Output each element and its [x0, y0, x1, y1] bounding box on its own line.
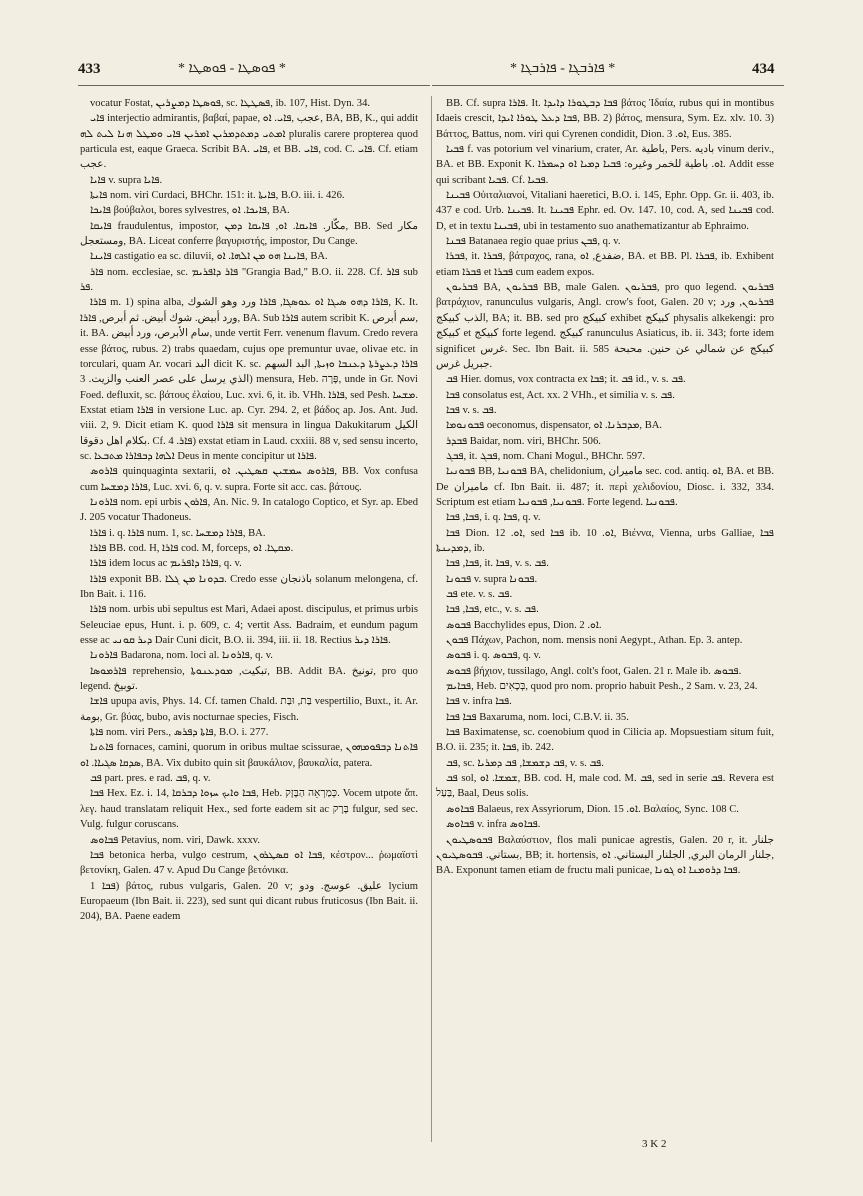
dictionary-entry: ܦܒܐܘܣ Balaeus, rex Assyriorum, Dion. ܐܘ. 15. Βαλαίος, Sync. 108 C. — [446, 803, 739, 815]
dictionary-entry: ܦܒܐ, ܦܒܐ, it. ܦܒܐ, v. s. ܦܒ. — [446, 558, 549, 570]
dictionary-entry: ܦܒܐܝܡ, Heb. בְּכָאִים, quod pro nom. proprio habuit Pesh., 2 Sam. v. 23, 24. — [446, 681, 758, 693]
dictionary-entry: ܦܒܓ, it. ܦܒܓ, nom. Chani Mogul., BHChr. 597. — [446, 450, 646, 462]
dictionary-entry: ܦܒܝܐ f. vas potorium vel vinarium, crater, Ar. باطية, Pers. بادیه vinum deriv., BA. et BB. Exponit K. ܐܘ. باطية للخمر وغيره: ܦܒܝܐ ܕܡܝܐ ܐܘ ܕܚܡܪܐ. Addit esse qui scribant ܦܒܝܐ. Cf. ܦܒܝܐ. — [436, 144, 774, 186]
dictionary-entry: ܦܐܪ nom. ecclesiae, sc. ܦܐܪ ܕܐܦܪܝܡ "Grangia Bad," B.O. ii. 228. Cf. ܦܐܪ sub ܦܪ. — [80, 266, 418, 294]
dictionary-entry: ܦܐܪܐ BB. cod. H, ܦܐܪܐ cod. M, forceps, ܡܩܛܐ. ܐܘ. — [90, 542, 294, 554]
dictionary-entry: ܦܒܝܢܐ Οὐιταλιανοί, Vitaliani haeretici, B.O. i. 145, Ephr. Opp. Gr. ii. 403, ib. 437 e cod. Urb. ܦܒܝܢܐ. It. ܦܒܝܢܐ Ephr. ed. Ov. 147. 10, cod. A, sed ܦܒܝܢܐ cod. D, et in textu ܦܒܝܢܐ, ubi in testamento suo anathematizantur ab Ephraimo. — [436, 190, 774, 232]
right-page-number: 434 — [752, 61, 775, 77]
left-running-head: * ܦܘܣܛܐ - ܦܘܣܛܐ * — [178, 61, 286, 76]
dictionary-entry: ܦܒܘܣ Bacchylides epus, Dion. ܐܘ. 2. — [446, 619, 602, 631]
column-divider — [431, 96, 432, 1142]
dictionary-entry: ܦܒܐܘܣ v. infra ܦܒܐܘܣ. — [446, 819, 541, 831]
dictionary-entry: ܦܐܪܡܘܣܐ reprehensio, تبكيت, ܡܘܕܥܢܘܬܐ, BB. Addit BA. تونيخ, pro quo legend. توبيخ. — [80, 665, 418, 693]
dictionary-entry: ܦܒܐ consolatus est, Act. xx. 2 VHh., et similia v. s. ܦܒ. — [446, 389, 675, 401]
dictionary-entry: ܦܒܪܐ, it. ܦܒܪܐ, βάτραχος, rana, ضفدع, ܐܘ, BA. et BB. Pl. ܦܒܪܐ, ib. Exhibent etiam ܦܒܪܐ et ܦܒܪܐ cum eadem expos. — [436, 251, 774, 278]
dictionary-entry: ܦܒ sol, ܫܡܫܐ. ܐܘ, BB. cod. H, male cod. M. ܦܒ, sed in serie ܦܒ. Revera est בַּעַל, Baal, Deus solis. — [436, 773, 774, 800]
dictionary-entry: ܦܒܘܣ i. q. ܦܒܘܣ, q. v. — [446, 650, 541, 662]
dictionary-entry: ܦܒܕܪ Baidar, nom. viri, BHChr. 506. — [446, 435, 601, 447]
dictionary-entry: ܦܒܐ v. infra ܦܒܐ. — [446, 696, 512, 708]
dictionary-entry: ܦܒ Hier. domus, vox contracta ex ܦܒܐ; it. ܦܒ id., v. s. ܦܒ. — [446, 374, 686, 386]
header-rule-left — [78, 85, 430, 86]
dictionary-entry: ܦܒܘܢ Πάχων, Pachon, nom. mensis noni Aegypt., Athan. Ep. 3. antep. — [446, 635, 743, 647]
dictionary-entry: ܦܒܐ v. s. ܦܒ. — [446, 404, 497, 416]
dictionary-entry: ܦܒܐ 1) βάτος, rubus vulgaris, Galen. 20 v; عليق. عوسج. ودو lycium Europaeum (Ibn Bait. ii. 223), sed sunt qui dicant rubus fruticosus (Ibn Bait. ii. 204), BA. Paene eadem — [80, 880, 418, 923]
dictionary-entry: ܦܒܐ ܦܒܐ Baxaruma, nom. loci, C.B.V. ii. 35. — [446, 711, 629, 723]
dictionary-entry: ܦܐܪܐ exponit BB. ܒܕܘܢܐ ܡܢ ܓܠܐ. Credo esse باذنجان solanum melongena, cf. Ibn Bait. i. 116. — [80, 573, 418, 600]
dictionary-entry: ܦܐܝ interjectio admirantis, βαβαί, papae, عجب ,ܦܐܝ. ܐܘ, BA, BB, K., qui addit ܐܡܬܝ ܕܡܬܕܡܪܝܢ ܐܡܪܝܢ ܦܐܝ ܘܡܛܠ ܗܢܐ ܠܝܬ ܠܗ pluralis carere propterea quod particula est, eaque Graeca. Scribit BA. ܦܐܝ, et BB. ܦܐܝ, cod. C. ܦܐܝ. Cf. etiam عجب. — [80, 113, 418, 171]
dictionary-entry: ܦܐܪܘܢܐ nom. epi urbis ܦܐܪܘܢ, An. Nic. 9. In catalogo Coptico, et Syr. ap. Ebed J. 205 vocatur Thadoneus. — [80, 496, 418, 524]
dictionary-entry: ܦܐܪܐ m. 1) spina alba, ܦܐܪܐ ܕܗܘ ܣܝܓܐ ܐܘ ܥܘܣܓܐ, ܦܐܪܐ ورد وهو الشوك, K. It. ورد أبيض. شوك أبيض. ثم أبرص, ܦܐܪܐ, BA. Sub ܦܐܪܐ autem scribit K. سم أبرص, it. BA. سام الأبرص، ورد أبيض, unde vertit Ferr. venenum flavum. Credo revera esse βάτος, rubus. 2) trabs quaedam, cujus ope premuntur uvae, olivae etc. in torculari, quam Ar. vocari البد dicit K. sc. ܦܐܪܐ ܕܥܨܪܬܐ ܕܥܢܒܐ ܘܙܝܬܐ, البد السهم الذي يرسل على عصر العنب والزيت. 3) mensura, Heb. פָּרָה, unde in Gr. Novi Foed. defluxit, sc. βάτους ἐλαίου, Luc. xvi. 6, it. ib. VHh. ܦܐܪܐ, sed Pesh. ܡܫܚܐ. Exstat etiam ܦܐܪܐ in versione Luc. ap. Cyr. 294. 2, et βάδος ap. Jos. Ant. Jud. viii. 2, 9. Dicit etiam K. quod ܦܐܪܐ sit mensura in lingua Dakukitarum الكيل بكلام اهل دقوقا. Cf. ܦܐܪ. 4) exstat etiam in Laud. cxxiii. 88 v, sed sensu incerto, sc. ܐܠܗܐ ܕܒܦܐܪܐ ܡܬܒܥܐ Deus in mente concipitur ut ܦܐܪܐ. — [80, 297, 418, 462]
left-column — [80, 96, 418, 1146]
dictionary-entry: ܦܒܐ betonica herba, vulgo cestrum, ܦܒܐ ܐܘ ܩܣܛܪܘܢ, κέστρον... ῥωμαϊστὶ βετονίκη, Galen. 47 v. Apud Du Cange βετόνικα. — [80, 849, 418, 877]
dictionary-entry: ܦܐܬܢܐ fornaces, camini, quorum in oribus multae scissurae, ܦܐܬܢܐ ܕܒܦܘܡܗܘܢ ܣܕܩܐ ܣܓܝܐܐ. ܐܘ, BA. Vix dubito quin sit βαυκάλιον, βαυκαλία, patera. — [80, 742, 418, 769]
right-column — [436, 96, 774, 1146]
dictionary-entry: ܦܒܐܘܣ Petavius, nom. viri, Dawk. xxxv. — [90, 834, 261, 846]
dictionary-entry: ܦܒܐ Hex. Ez. i. 14, ܦܒܐ ܘܐܝܟ ܚܙܘܐ ܕܒܪܩܐ, Heb. כְּמַרְאֵה הַבָּזָק. Vocem utpote ἅπ. λεγ. haud translatam reliquit Hex., sed forte eadem sit ac בָּרָק fulgur, sed sec. Vulg. fulgur coruscans. — [80, 788, 418, 831]
dictionary-entry: ܦܒܢܐ Batanaea regio quae prius ܦܒܢ, q. v. — [446, 236, 621, 248]
dictionary-entry: ܦܒܘܣ βήχιον, tussilago, Angl. colt's foot, Galen. 21 r. Male ib. ܦܒܘܣ. — [446, 665, 742, 677]
dictionary-entry: ܦܐܝܩܐ fraudulentus, impostor, مكّار. ܦܐܝܩܐ. ܐܘ, ܦܐܝܩܐ ܕܡܢ, BB. Sed مكار ومستعجل, BA. Liceat conferre βαγυριστής, impostor, Du Cange. — [80, 220, 418, 248]
dictionary-entry: ܦܒܘܢܘܡܐ oeconomus, dispensator, ܡܕܒܪܢܐ. ܐܘ, BA. — [446, 420, 663, 432]
dictionary-entry: ܦܒܐ Baximatense, sc. coenobium quod in Cilicia ap. Mopsuestiam situm fuit, B.O. ii. 235; it. ܦܒܐ, ib. 242. — [436, 727, 774, 754]
printer-signature: 3 K 2 — [642, 1138, 667, 1150]
dictionary-entry: ܦܐܪܐ i. q. ܦܐܪܐ num. 1, sc. ܦܐܪܐ ܕܡܫܚܐ, BA. — [90, 527, 266, 539]
dictionary-entry: ܦܐܪܐ idem locus ac ܦܐܪܐ ܕܐܦܪܝܡ, q. v. — [90, 558, 242, 570]
dictionary-entry: ܦܒܘܢܝܐ BB, ܦܒܘܢܝܐ BA, chelidonium, ماميران sec. cod. antiq. ܐܘ, BA. et BB. De ماميران cf. Ibn Bait. ii. 487; it. περὶ χελιδονίου, Diosc. i. 332, 334. Scriptum est etiam ܦܒܘܢܝܐ, ܦܒܘܢܝܐ. Forte legend. ܦܒܘܢܝܐ. — [436, 466, 774, 508]
dictionary-entry: ܦܐܫܐ upupa avis, Phys. 14. Cf. tamen Chald. בַּת, וּבַּת vespertilio, Buxt., it. Ar. بومة, Gr. βύας, bubo, avis nocturnae species, Fisch. — [80, 696, 418, 723]
dictionary-entry: ܦܒܪܝܘܢ BA, ܦܒܪܝܘܢ BB, male Galen. ܦܒܪܝܘܢ, pro quo legend. ܦܒܪܝܘܢ βατράχιον, ranunculus vulgaris, Angl. crow's foot, Galen. 20 v; ܦܒܪܝܘܢ, ورد الذب كبيكج, BA; it. BB. sed pro كبيكج exhibet كبيكج physalis alkekengi: pro كبيكج et كبيكج forte legend. كبيكج ranunculus Asiaticus, ib. ii. 343; forte idem significet غرس. Sec. Ibn Bait. ii. 585 كبيكج عن شمالي عن حنين. محبحة جبريل غرس. — [436, 282, 774, 370]
dictionary-entry: ܦܐܝܢܐ castigatio ea sc. diluvii, ܦܐܝܢܐ ܗܘ ܡܢ ܐܠܗܐ. ܐܘ, BA. — [90, 251, 328, 263]
dictionary-entry: ܦܒ ete. v. s. ܦܒ. — [446, 589, 513, 600]
dictionary-entry: ܦܒ, sc. ܦܒ ܕܫܡܫܐ, ܦܒ ܕܡܪܝܐ, v. s. ܦܒ. — [446, 757, 604, 769]
dictionary-entry: ܦܐܬܐ nom. viri Pers., ܦܐܬܐ ܕܦܪܣ, B.O. i. 277. — [90, 727, 269, 739]
dictionary-entry: ܦܒ part. pres. e rad. ܦܒ, q. v. — [90, 773, 211, 785]
right-running-head: * ܦܐܪܒܓܐ - ܦܐܪܒܓܐ * — [510, 61, 616, 76]
dictionary-entry: ܦܒܐ, ܦܒܐ, i. q. ܦܒܐ, q. v. — [446, 512, 541, 524]
header-rule-right — [432, 85, 784, 86]
dictionary-entry: vocatur Fostat, ܦܘܣܛܐ ܕܡܨܪܝܢ, sc. ܦܣܛܛܐ, ib. 107, Hist. Dyn. 34. — [90, 98, 371, 109]
dictionary-entry: ܦܐܝܬܐ nom. viri Curdaci, BHChr. 151: it. ܦܐܝܬܐ, B.O. iii. i. 426. — [90, 190, 345, 202]
dictionary-entry: ܦܒܘܣܛܝܘܢ Βαλαύστιον, flos mali punicae agrestis, Galen. 20 r, it. جلنار بستاني. ܦܒܘܣܛܝܘܢ, BB; it. hortensis, جلنار الرمان البري, الجلنار البستاني. ܐܘ, BA. Exponunt tamen etiam de fructu mali punicae, ܦܒܐ ܕܪܘܡܢܐ ܐܘ ܓܘܢܐ. — [436, 834, 774, 877]
dictionary-entry: ܦܐܪܘܣ quinquaginta sextarii, ܦܐܪܘܣ ܚܡܫܝܢ ܩܣܛܝܢ. ܐܘ, BB. Vox confusa cum ܦܐܪܐ ܕܡܫܚܐ, Luc. xvi. 6, q. v. supra. Forte sit acc. cas. βάτους. — [80, 466, 418, 493]
dictionary-entry: ܦܐܪܐ nom. urbis ubi sepultus est Mari, Adaei apost. discipulus, et primus urbis Seleuciae epus, Hunt. i. p. 609, c. 4; vertit Ass. Badraim, et eundum pagum esse ac ܕܝܪ ܩܘܢܝ Dair Cuni dicit, B.O. ii. 394, iii. ii. 18. Rectius ܦܐܪܐ ܕܝܪ. — [80, 604, 418, 647]
dictionary-entry: ܦܐܪܘܢܐ Badarona, nom. loci al. ܦܐܪܘܢܐ, q. v. — [90, 650, 273, 662]
dictionary-entry: ܦܐܝܐ v. supra ܦܐܝܐ. — [90, 174, 163, 186]
dictionary-entry: ܦܐܝܟܐ βούβαλοι, bores sylvestres, ܦܐܝܟܐ. ܐܘ, BA. — [90, 205, 290, 217]
left-page-number: 433 — [78, 61, 101, 77]
dictionary-entry: ܦܒܐ Dion. ܐܘ. 12, sed ܦܒܐ ib. ܐܘ. 10, Βιέννα, Vienna, urbs Galliae, ܦܒܐ ܕܡܕܝܢܬܐ, ib. — [436, 527, 774, 554]
dictionary-entry: ܦܒܐ, ܦܒܐ, etc., v. s. ܦܒ. — [446, 604, 539, 616]
dictionary-entry: ܦܒܘܢܐ v. supra ܦܒܘܢܐ. — [446, 573, 538, 585]
dictionary-entry: BB. Cf. supra ܦܐܪܐ. It. ܦܒܐ ܕܒܛܘܪܐ ܕܐܝܕܐ βάτος Ἰδαία, rubus qui in montibus Idaeis crescit, ܦܒܐ ܕܥܠ ܛܘܪܐ ܐܝܕܐ, BB. 2) βάτος, mensura, Sym. Ez. xlv. 10. 3) Βάττος, Battus, nom. viri qui Cyrenen condidit, Dion. ܐܘ. 3, Eus. 385. — [436, 98, 774, 140]
